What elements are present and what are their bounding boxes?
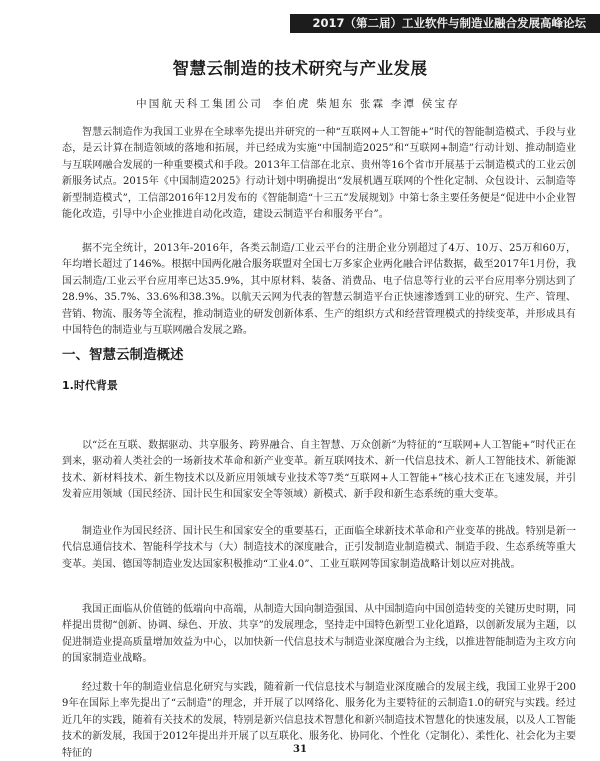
subsection-heading: 1.时代背景: [62, 379, 118, 392]
abstract-paragraph-2: 据不完全统计，2013年-2016年，各类云制造/工业云平台的注册企业分别超过了4万、10万、25万和60万，年均增长超过了146%。根据中国两化融合服务联盟对全国七万多家企业两化融合评估数据，截至2017年1月份，我国云制造/工业云平台应用率已达35.9%，其中原材料、装备、消费品、电子信息等行业的云平台应用率分别达到了28.9%、35.7%、33.6%和38.3%。以航天云网为代表的智慧云制造平台正快速渗透到工业的研究、生产、管理、营销、物流、服务等全流程，推动制造业的研发创新体系、生产的组织方式和经营管理模式的持续变革，并形成具有中国特色的制造业与互联网融合发展之路。: [62, 243, 576, 337]
page-number: 31: [293, 744, 307, 755]
body-paragraph-3: 我国正面临从价值链的低端向中高端，从制造大国向制造强国、从中国制造向中国创造转变的关键历史时期，同样提出贯彻“创新、协调、绿色、开放、共享”的发展理念，坚持走中国特色新型工业化道路，以创新发展为主题，以促进制造业提高质量增加效益为中心，以加快新一代信息技术与制造业深度融合为主线，以推进智能制造为主攻方向的国家制造业战略。: [62, 604, 576, 665]
article-title: 智慧云制造的技术研究与产业发展: [172, 59, 428, 78]
section-heading: 一、智慧云制造概述: [62, 347, 184, 363]
body-paragraph-1: 以“泛在互联、数据驱动、共享服务、跨界融合、自主智慧、万众创新”为特征的“互联网+人工智能+”时代正在到来，驱动着人类社会的一场新技术革命和新产业变革。新互联网技术、新一代信息技术、新人工智能技术、新能源技术、新材料技术、新生物技术以及新应用领域专业技术等7类“互联网+人工智能+”核心技术正在飞速发展，并引发着应用领域（国民经济、国计民生和国家安全等领域）新模式、新手段和新生态系统的重大变革。: [62, 440, 576, 501]
body-paragraph-4: 经过数十年的制造业信息化研究与实践，随着新一代信息技术与制造业深度融合的发展主线，我国工业界于2009年在国际上率先提出了“云制造”的理念，并开展了以网络化、服务化为主要特征的云制造1.0的研究与实践。经过近几年的实践，随着有关技术的发展，特别是新兴信息技术智慧化和新兴制造技术智慧化的快速发展，以及人工智能技术的新发展，我国于2012年提出并开展了以互联化、服务化、协同化、个性化（定制化）、柔性化、社会化为主要特征的: [62, 682, 576, 759]
body-paragraph-2: 制造业作为国民经济、国计民生和国家安全的重要基石，正面临全球新技术革命和产业变革的挑战。特别是新一代信息通信技术、智能科学技术与（大）制造技术的深度融合，正引发制造业制造模式、制造手段、生态系统等重大变革。美国、德国等制造业发达国家积极推动“工业4.0”、工业互联网等国家制造战略计划以应对挑战。: [62, 526, 576, 570]
abstract-paragraph-1: 智慧云制造作为我国工业界在全球率先提出并研究的一种“互联网+人工智能+”时代的智能制造模式、手段与业态，是云计算在制造领域的落地和拓展，并已经成为实施“中国制造2025”和“互联网+制造”行动计划、推动制造业与互联网融合发展的一种重要模式和手段。2013年工信部在北京、贵州等16个省市开展基于云制造模式的工业云创新服务试点。2015年《中国制造2025》行动计划中明确提出“发展机遇互联网的个性化定制、众包设计、云制造等新型制造模式”，工信部2016年12月发布的《智能制造“十三五”发展规划》中第七条主要任务便是“促进中小企业智能化改造，引导中小企业推进自动化改造，建设云制造平台和服务平台”。: [62, 127, 576, 221]
author-affiliation: 中国航天科工集团公司: [136, 98, 264, 110]
author-line: [0, 96, 600, 111]
running-header: 2017（第二届）工业软件与制造业融合发展高峰论坛: [290, 14, 600, 33]
author-names: 李伯虎 柴旭东 张霖 李潭 侯宝存: [272, 98, 460, 110]
